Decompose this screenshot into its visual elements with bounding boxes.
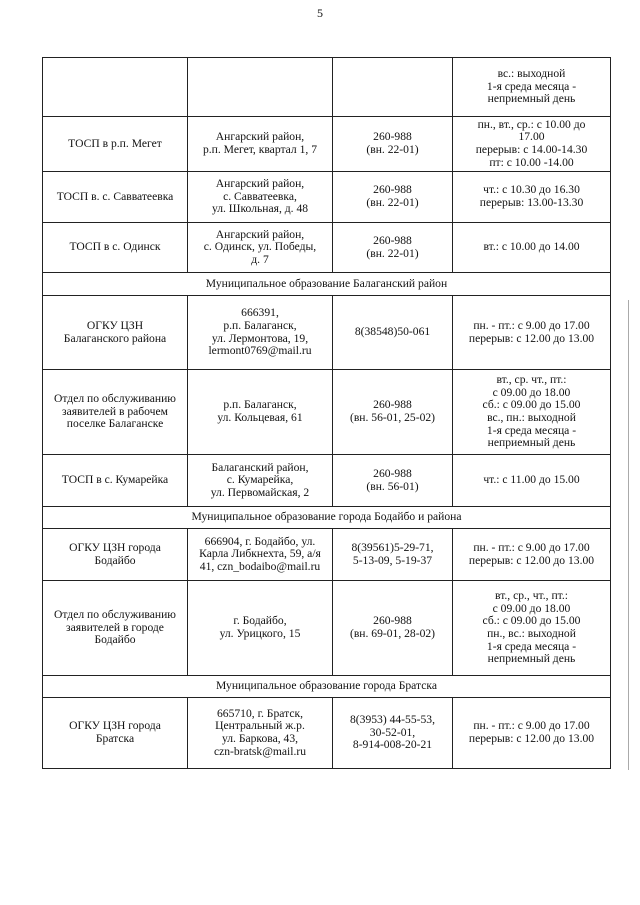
address-cell: 666391, р.п. Балаганск, ул. Лермонтова, 19, lermont0769@mail.ru xyxy=(188,296,333,370)
phone-cell: 260-988 (вн. 22-01) xyxy=(333,117,453,172)
address-cell: Ангарский район, р.п. Мегет, квартал 1, 7 xyxy=(188,117,333,172)
office-name-cell: ТОСП в с. Одинск xyxy=(43,223,188,273)
section-header-row xyxy=(43,507,611,529)
section-title: Муниципальное образование города Братска xyxy=(43,676,611,698)
table-row xyxy=(43,223,611,273)
table-row xyxy=(43,698,611,769)
hours-cell: вт., ср. чт., пт.: с 09.00 до 18.00 сб.: с 09.00 до 15.00 вс., пн.: выходной 1-я среда месяца - неприемный день xyxy=(453,370,611,455)
section-header-row xyxy=(43,273,611,296)
address-cell xyxy=(188,58,333,117)
page-number: 5 xyxy=(317,6,323,20)
section-title: Муниципальное образование города Бодайбо и района xyxy=(43,507,611,529)
office-name-cell: ТОСП в с. Кумарейка xyxy=(43,455,188,507)
page-edge-line xyxy=(628,300,629,770)
address-cell: Балаганский район, с. Кумарейка, ул. Первомайская, 2 xyxy=(188,455,333,507)
table-row xyxy=(43,58,611,117)
hours-cell: пн. - пт.: с 9.00 до 17.00 перерыв: с 12.00 до 13.00 xyxy=(453,529,611,581)
table-row xyxy=(43,172,611,223)
section-header-row xyxy=(43,676,611,698)
address-cell: г. Бодайбо, ул. Урицкого, 15 xyxy=(188,581,333,676)
address-cell: 665710, г. Братск, Центральный ж.р. ул. Баркова, 43, czn-bratsk@mail.ru xyxy=(188,698,333,769)
office-schedule-table xyxy=(42,57,611,769)
hours-cell: вт., ср., чт., пт.: с 09.00 до 18.00 сб.: с 09.00 до 15.00 пн., вс.: выходной 1-я среда месяца - неприемный день xyxy=(453,581,611,676)
table-row xyxy=(43,117,611,172)
table-row xyxy=(43,370,611,455)
phone-cell: 8(39561)5-29-71, 5-13-09, 5-19-37 xyxy=(333,529,453,581)
hours-cell: пн. - пт.: с 9.00 до 17.00 перерыв: с 12.00 до 13.00 xyxy=(453,296,611,370)
hours-cell: пн., вт., ср.: с 10.00 до 17.00 перерыв: с 14.00-14.30 пт: с 10.00 -14.00 xyxy=(453,117,611,172)
office-name-cell: Отдел по обслуживанию заявителей в городе Бодайбо xyxy=(43,581,188,676)
address-cell: Ангарский район, с. Одинск, ул. Победы, д. 7 xyxy=(188,223,333,273)
table-row xyxy=(43,455,611,507)
phone-cell: 260-988 (вн. 56-01, 25-02) xyxy=(333,370,453,455)
table-row xyxy=(43,296,611,370)
hours-cell: чт.: с 11.00 до 15.00 xyxy=(453,455,611,507)
address-cell: 666904, г. Бодайбо, ул. Карла Либкнехта, 59, а/я 41, czn_bodaibo@mail.ru xyxy=(188,529,333,581)
phone-cell: 8(38548)50-061 xyxy=(333,296,453,370)
office-name-cell xyxy=(43,58,188,117)
office-name-cell: ОГКУ ЦЗН города Братска xyxy=(43,698,188,769)
office-name-cell: ОГКУ ЦЗН города Бодайбо xyxy=(43,529,188,581)
table-row xyxy=(43,529,611,581)
hours-cell: вт.: с 10.00 до 14.00 xyxy=(453,223,611,273)
hours-cell: вс.: выходной 1-я среда месяца - неприемный день xyxy=(453,58,611,117)
office-name-cell: ТОСП в. с. Савватеевка xyxy=(43,172,188,223)
phone-cell: 260-988 (вн. 22-01) xyxy=(333,223,453,273)
table-row xyxy=(43,581,611,676)
phone-cell: 260-988 (вн. 56-01) xyxy=(333,455,453,507)
office-name-cell: ТОСП в р.п. Мегет xyxy=(43,117,188,172)
office-name-cell: Отдел по обслуживанию заявителей в рабочем поселке Балаганске xyxy=(43,370,188,455)
section-title: Муниципальное образование Балаганский район xyxy=(43,273,611,296)
hours-cell: пн. - пт.: с 9.00 до 17.00 перерыв: с 12.00 до 13.00 xyxy=(453,698,611,769)
address-cell: р.п. Балаганск, ул. Кольцевая, 61 xyxy=(188,370,333,455)
phone-cell: 260-988 (вн. 69-01, 28-02) xyxy=(333,581,453,676)
office-name-cell: ОГКУ ЦЗН Балаганского района xyxy=(43,296,188,370)
phone-cell xyxy=(333,58,453,117)
hours-cell: чт.: с 10.30 до 16.30 перерыв: 13.00-13.30 xyxy=(453,172,611,223)
phone-cell: 260-988 (вн. 22-01) xyxy=(333,172,453,223)
address-cell: Ангарский район, с. Савватеевка, ул. Школьная, д. 48 xyxy=(188,172,333,223)
phone-cell: 8(3953) 44-55-53, 30-52-01, 8-914-008-20-21 xyxy=(333,698,453,769)
